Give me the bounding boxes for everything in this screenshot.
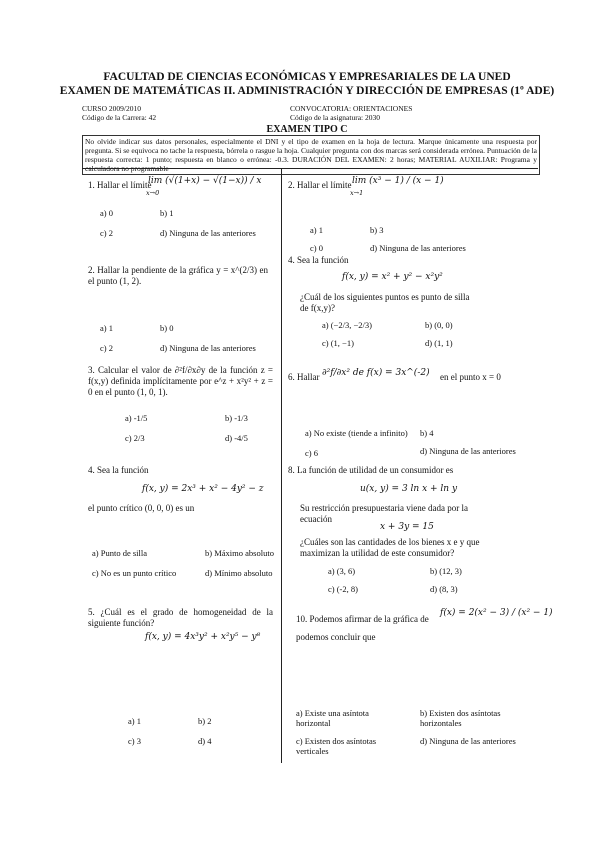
question-2-option-a[interactable]: a) 1 (100, 323, 113, 333)
question-4-text: 4. Sea la función (88, 465, 149, 475)
question-6-option-a[interactable]: a) 1 (310, 225, 323, 235)
question-3-option-d[interactable]: d) -4/5 (225, 433, 248, 443)
question-9-option-c[interactable]: c) (-2, 8) (328, 584, 358, 594)
question-7-text: 4. Sea la función (288, 255, 349, 265)
question-2-text: 2. Hallar la pendiente de la gráfica y = x^(2/3) en el punto (1, 2). (88, 265, 268, 286)
question-7-option-a[interactable]: a) (−2/3, −2/3) (322, 320, 372, 330)
question-2-option-d[interactable]: d) Ninguna de las anteriores (160, 343, 256, 353)
question-5-text: 5. ¿Cuál es el grado de homogeneidad de la siguiente función? (88, 607, 273, 628)
question-2-option-b[interactable]: b) 0 (160, 323, 174, 333)
question-5-option-b[interactable]: b) 2 (198, 716, 212, 726)
course-label: CURSO 2009/2010 (82, 104, 141, 113)
question-9-option-d[interactable]: d) (8, 3) (430, 584, 458, 594)
instructions: No olvide indicar sus datos personales, especialmente el DNI y el tipo de examen en la hoja de lectura. Marque únicamente una respuesta por pregunta. Si se equivoca no tache la respuesta, bórrela o rasgue la hoja. Cualquier pregunta con dos marcas será considerada errónea. Puntuación de la respuesta correcta: 1 punto; respuesta en blanco o errónea: -0.3. DURACIÓN DEL EXAMEN: 2 horas; MATERIAL AUXILIAR: Programa y (82, 135, 540, 175)
question-7-expr: f(x, y) = x² + y² − x²y² (342, 272, 443, 282)
question-3-option-b[interactable]: b) -1/3 (225, 413, 248, 423)
question-1-option-b[interactable]: b) 1 (160, 208, 174, 218)
question-9-text: 8. La función de utilidad de un consumidor es (288, 465, 454, 475)
exam-type: EXAMEN TIPO C (266, 124, 348, 135)
question-5-option-c[interactable]: c) 3 (128, 736, 141, 746)
question-8-option-c[interactable]: c) 6 (305, 448, 318, 458)
column-divider (281, 168, 282, 763)
question-6-option-c[interactable]: c) 0 (310, 243, 323, 253)
question-9-expr: u(x, y) = 3 ln x + ln y (360, 484, 458, 494)
question-7-option-d[interactable]: d) (1, 1) (425, 338, 453, 348)
question-10-option-b[interactable]: b) Existen dos asíntotas horizontales (420, 708, 501, 728)
question-9-option-a[interactable]: a) (3, 6) (328, 566, 356, 576)
question-1-option-a[interactable]: a) 0 (100, 208, 113, 218)
question-10-text: 10. Podemos afirmar de la gráfica de (296, 614, 429, 624)
question-9-text2: Su restricción presupuestaria viene dada por la ecuación (300, 503, 468, 524)
question-3-text: 3. Calcular el valor de ∂²f/∂x∂y de la función z = f(x,y) definida implícitamente por e^z + x²y² + z = 0 en el punto (1, 0, 1). (88, 365, 273, 397)
question-1-option-c[interactable]: c) 2 (100, 228, 113, 238)
call-label: CONVOCATORIA: ORIENTACIONES (290, 104, 413, 113)
question-10-expr: f(x) = 2(x² − 3) / (x² − 1) (440, 608, 553, 618)
question-8-option-a[interactable]: a) No existe (tiende a infinito) (305, 428, 408, 438)
question-8-expr: ∂²f/∂x² de f(x) = 3x^(-2) (322, 368, 430, 378)
question-7-option-c[interactable]: c) (1, −1) (322, 338, 354, 348)
question-9-expr2: x + 3y = 15 (380, 522, 434, 532)
question-1-expr: lim (√(1+x) − √(1−x)) / x (148, 176, 262, 186)
question-6-text: 2. Hallar el límite (288, 180, 352, 190)
question-6-option-d[interactable]: d) Ninguna de las anteriores (370, 243, 466, 253)
question-1-sub: x→0 (146, 189, 160, 197)
subject-code: Código de la asignatura: 2030 (290, 113, 380, 122)
question-4-option-d[interactable]: d) Mínimo absoluto (205, 568, 273, 578)
top-rule (82, 168, 538, 169)
question-4-option-c[interactable]: c) No es un punto crítico (92, 568, 177, 578)
question-5-option-d[interactable]: d) 4 (198, 736, 212, 746)
question-5-expr: f(x, y) = 4x³y² + x²y⁵ − y⁸ (145, 632, 261, 642)
question-1-text: 1. Hallar el límite (88, 180, 152, 190)
question-8-option-b[interactable]: b) 4 (420, 428, 434, 438)
question-4-expr: f(x, y) = 2x³ + x² − 4y² − z (142, 484, 264, 494)
faculty-title: FACULTAD DE CIENCIAS ECONÓMICAS Y EMPRESARIALES DE LA UNED (103, 71, 511, 83)
question-5-option-a[interactable]: a) 1 (128, 716, 141, 726)
question-10-option-a[interactable]: a) Existe una asíntota horizontal (296, 708, 369, 728)
question-10-option-d[interactable]: d) Ninguna de las anteriores (420, 736, 516, 746)
question-6-option-b[interactable]: b) 3 (370, 225, 384, 235)
question-4-text2: el punto crítico (0, 0, 0) es un (88, 503, 195, 513)
question-8-option-d[interactable]: d) Ninguna de las anteriores (420, 446, 516, 456)
career-code: Código de la Carrera: 42 (82, 113, 157, 122)
exam-title: EXAMEN DE MATEMÁTICAS II. ADMINISTRACIÓN Y DIRECCIÓN DE EMPRESAS (1º ADE) (59, 85, 555, 97)
question-4-option-a[interactable]: a) Punto de silla (92, 548, 148, 558)
question-7-option-b[interactable]: b) (0, 0) (425, 320, 453, 330)
question-10-option-c[interactable]: c) Existen dos asíntotas verticales (296, 736, 377, 756)
question-3-option-c[interactable]: c) 2/3 (125, 433, 145, 443)
question-6-expr: lim (x³ − 1) / (x − 1) (352, 176, 444, 186)
question-8-text: 6. Hallar (288, 372, 320, 382)
question-9-option-b[interactable]: b) (12, 3) (430, 566, 462, 576)
question-9-text3: ¿Cuáles son las cantidades de los bienes x e y que maximizan la utilidad de este consumidor? (300, 537, 480, 558)
question-2-option-c[interactable]: c) 2 (100, 343, 113, 353)
question-4-option-b[interactable]: b) Máximo absoluto (205, 548, 274, 558)
question-3-option-a[interactable]: a) -1/5 (125, 413, 148, 423)
question-1-option-d[interactable]: d) Ninguna de las anteriores (160, 228, 256, 238)
question-8-text2: en el punto x = 0 (440, 372, 501, 382)
question-10-text2: podemos concluir que (296, 632, 376, 642)
question-6-sub: x→1 (350, 189, 364, 197)
question-7-text2: ¿Cuál de los siguientes puntos es punto de silla de f(x,y)? (300, 292, 470, 313)
